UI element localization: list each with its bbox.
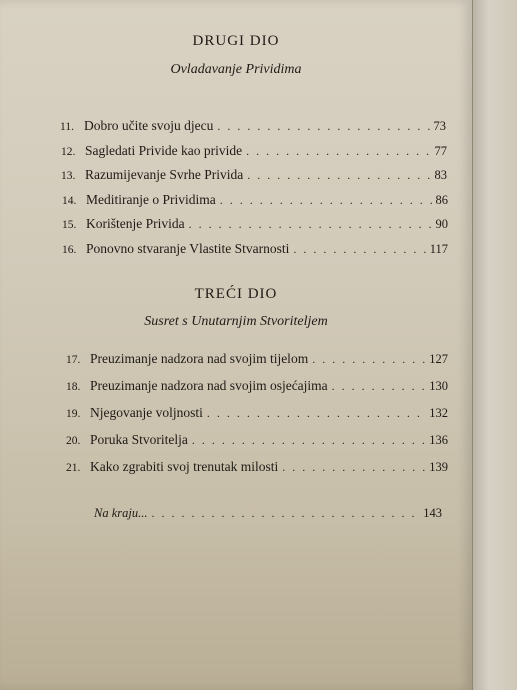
toc-entry-page: 136 bbox=[429, 433, 448, 447]
toc-entry-number: 13. bbox=[61, 170, 76, 182]
toc-entry-page: 73 bbox=[433, 119, 446, 133]
toc-entry-number: 15. bbox=[62, 219, 77, 231]
toc-entry-page: 77 bbox=[434, 144, 447, 158]
toc-leader-dots bbox=[293, 242, 426, 257]
toc-entry-title: Na kraju... bbox=[94, 506, 148, 520]
part-three-subtitle: Susret s Unutarnjim Stvoriteljem bbox=[144, 314, 328, 329]
toc-entry-page: 132 bbox=[429, 406, 448, 420]
toc-entry-number: 21. bbox=[66, 462, 81, 474]
toc-entry[interactable] bbox=[61, 167, 447, 187]
toc-leader-dots bbox=[246, 144, 431, 159]
toc-entry[interactable] bbox=[62, 241, 448, 261]
toc-entry-title: Preuzimanje nadzora nad svojim tijelom bbox=[90, 351, 309, 366]
toc-leader-dots bbox=[282, 460, 426, 475]
toc-entry-number: 12. bbox=[61, 146, 76, 158]
toc-entry[interactable] bbox=[66, 459, 448, 479]
toc-entry[interactable] bbox=[62, 192, 448, 212]
toc-entry-number: 16. bbox=[62, 244, 77, 256]
toc-entry-number: 20. bbox=[66, 435, 81, 447]
toc-entry-page: 83 bbox=[434, 168, 447, 182]
toc-entry-number: 18. bbox=[66, 381, 81, 393]
toc-entry-number: 19. bbox=[66, 408, 81, 420]
toc-entry[interactable] bbox=[61, 143, 447, 163]
toc-entry-page: 143 bbox=[423, 506, 442, 520]
toc-leader-dots bbox=[217, 119, 430, 134]
toc-entry-page: 86 bbox=[435, 193, 448, 207]
part-two-subtitle: Ovladavanje Prividima bbox=[170, 62, 302, 77]
toc-entry[interactable] bbox=[60, 118, 446, 138]
toc-leader-dots bbox=[192, 433, 426, 448]
toc-entry-page: 90 bbox=[435, 217, 448, 231]
toc-entry[interactable] bbox=[66, 378, 448, 398]
toc-leader-dots bbox=[312, 352, 426, 367]
toc-entry-title: Korištenje Privida bbox=[86, 216, 185, 231]
toc-entry[interactable] bbox=[66, 405, 448, 425]
toc-entry-title: Poruka Stvoritelja bbox=[90, 432, 188, 447]
toc-leader-dots bbox=[189, 217, 433, 232]
next-page-edge bbox=[472, 0, 517, 690]
toc-entry-title: Dobro učite svoju djecu bbox=[84, 118, 214, 133]
toc-leader-dots bbox=[207, 406, 426, 421]
toc-entry-title: Preuzimanje nadzora nad svojim osjećajima bbox=[90, 378, 328, 393]
toc-entry[interactable] bbox=[62, 216, 448, 236]
toc-entry-closing[interactable] bbox=[94, 506, 442, 526]
toc-entry-page: 117 bbox=[429, 242, 448, 256]
toc-entry-number: 14. bbox=[62, 195, 77, 207]
toc-entry[interactable] bbox=[66, 351, 448, 371]
toc-entry-title: Ponovno stvaranje Vlastite Stvarnosti bbox=[86, 241, 290, 256]
part-two-title: DRUGI DIO bbox=[192, 33, 280, 49]
toc-entry-title: Razumijevanje Svrhe Privida bbox=[85, 167, 244, 182]
toc-entry-title: Njegovanje voljnosti bbox=[90, 405, 203, 420]
toc-entry-title: Sagledati Privide kao privide bbox=[85, 143, 243, 158]
toc-entry-page: 139 bbox=[429, 460, 448, 474]
toc-entry-page: 127 bbox=[429, 352, 448, 366]
toc-leader-dots bbox=[332, 379, 427, 394]
toc-entry-number: 11. bbox=[60, 121, 74, 133]
part-three-title: TREĆI DIO bbox=[194, 286, 278, 302]
toc-entry-page: 130 bbox=[429, 379, 448, 393]
toc-entry-number: 17. bbox=[66, 354, 81, 366]
toc-leader-dots bbox=[220, 193, 433, 208]
toc-leader-dots bbox=[247, 168, 431, 183]
toc-entry[interactable] bbox=[66, 432, 448, 452]
toc-leader-dots bbox=[151, 506, 420, 521]
toc-entry-title: Meditiranje o Prividima bbox=[86, 192, 216, 207]
toc-entry-title: Kako zgrabiti svoj trenutak milosti bbox=[90, 459, 279, 474]
